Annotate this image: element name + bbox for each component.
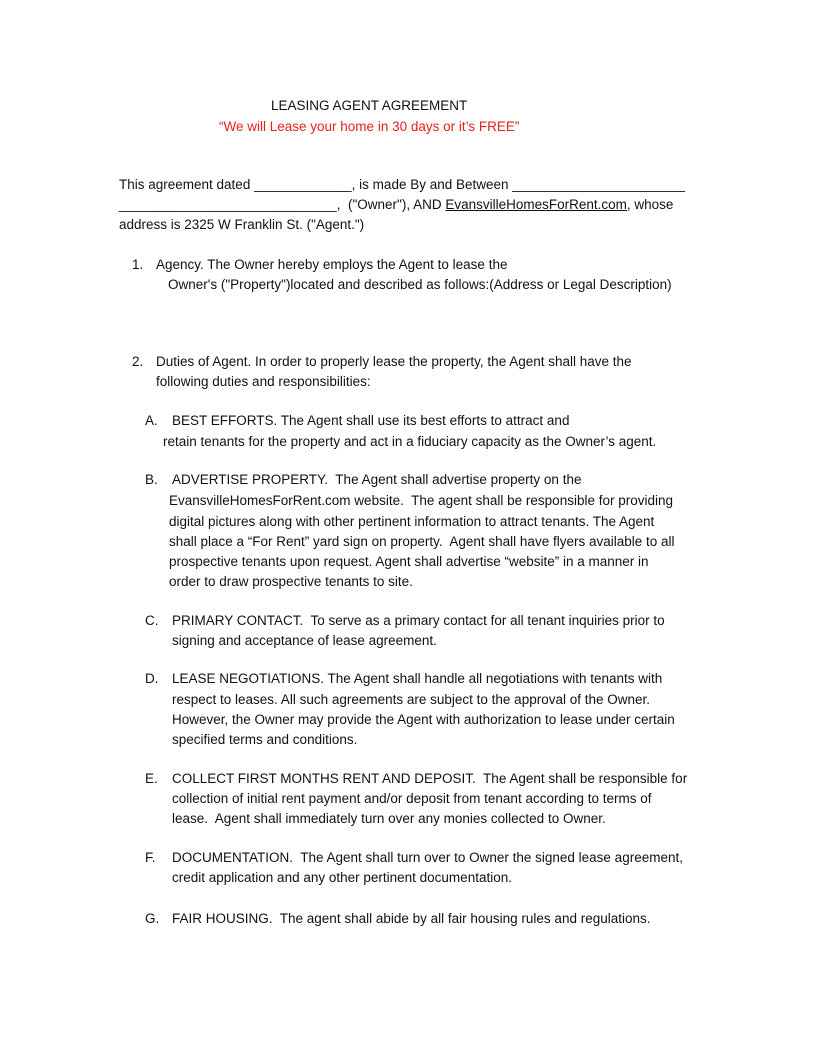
item-b-line-1: ADVERTISE PROPERTY. The Agent shall advertise property on the: [172, 472, 582, 487]
item-c-line-2: signing and acceptance of lease agreement.: [172, 633, 437, 648]
item-e-line-3: lease. Agent shall immediately turn over any monies collected to Owner.: [172, 811, 606, 826]
item-d-line-2: respect to leases. All such agreements are subject to the approval of the Owner.: [172, 692, 651, 707]
item-f-line-1: DOCUMENTATION. The Agent shall turn over to Owner the signed lease agreement,: [172, 850, 683, 865]
document-title: LEASING AGENT AGREEMENT: [271, 98, 468, 113]
item-d-line-3: However, the Owner may provide the Agent with authorization to lease under certain: [172, 712, 675, 727]
item-g-letter: G.: [145, 911, 160, 926]
item-a-line-1: BEST EFFORTS. The Agent shall use its best efforts to attract and: [172, 413, 570, 428]
intro-line-1: This agreement dated _____________, is made By and Between _______________________: [119, 177, 685, 192]
intro-line-2: [119, 196, 673, 213]
item-d-line-4: specified terms and conditions.: [172, 732, 358, 747]
item-c-line-1: PRIMARY CONTACT. To serve as a primary contact for all tenant inquiries prior to: [172, 613, 665, 628]
agent-website-link[interactable]: EvansvilleHomesForRent.com: [445, 197, 627, 212]
section-1-number: 1.: [132, 257, 144, 272]
item-g-line-1: FAIR HOUSING. The agent shall abide by all fair housing rules and regulations.: [172, 911, 651, 926]
item-d-line-1: LEASE NEGOTIATIONS. The Agent shall handle all negotiations with tenants with: [172, 671, 663, 686]
item-e-line-2: collection of initial rent payment and/or deposit from tenant according to terms of: [172, 791, 652, 806]
intro-line-3: address is 2325 W Franklin St. ("Agent."): [119, 217, 365, 232]
item-b-line-4: shall place a “For Rent” yard sign on property. Agent shall have flyers available to all: [169, 534, 675, 549]
section-2-number: 2.: [132, 354, 144, 369]
item-f-line-2: credit application and any other pertinent documentation.: [172, 870, 512, 885]
item-f-letter: F.: [145, 850, 156, 865]
section-1-line-2: Owner's ("Property")located and described as follows:(Address or Legal Description): [168, 277, 672, 292]
intro-line-2-text: _____________________________, ("Owner"), AND: [119, 197, 446, 212]
item-b-line-6: order to draw prospective tenants to site.: [169, 574, 413, 589]
section-2-line-2: following duties and responsibilities:: [156, 374, 371, 389]
slogan: “We will Lease your home in 30 days or it’s FREE”: [219, 119, 520, 134]
item-a-letter: A.: [145, 413, 158, 428]
item-b-line-5: prospective tenants upon request. Agent shall advertise “website” in a manner in: [169, 554, 649, 569]
item-e-line-1: COLLECT FIRST MONTHS RENT AND DEPOSIT. The Agent shall be responsible for: [172, 771, 688, 786]
item-b-line-2: EvansvilleHomesForRent.com website. The agent shall be responsible for providing: [169, 493, 674, 508]
item-c-letter: C.: [145, 613, 159, 628]
item-d-letter: D.: [145, 671, 159, 686]
item-a-line-2: retain tenants for the property and act in a fiduciary capacity as the Owner’s agent.: [163, 434, 657, 449]
section-2-line-1: Duties of Agent. In order to properly lease the property, the Agent shall have the: [156, 354, 632, 369]
item-e-letter: E.: [145, 771, 158, 786]
section-1-line-1: Agency. The Owner hereby employs the Agent to lease the: [156, 257, 508, 272]
item-b-line-3: digital pictures along with other pertinent information to attract tenants. The Agent: [169, 514, 655, 529]
intro-line-2-tail: , whose: [626, 197, 674, 212]
item-b-letter: B.: [145, 472, 158, 487]
